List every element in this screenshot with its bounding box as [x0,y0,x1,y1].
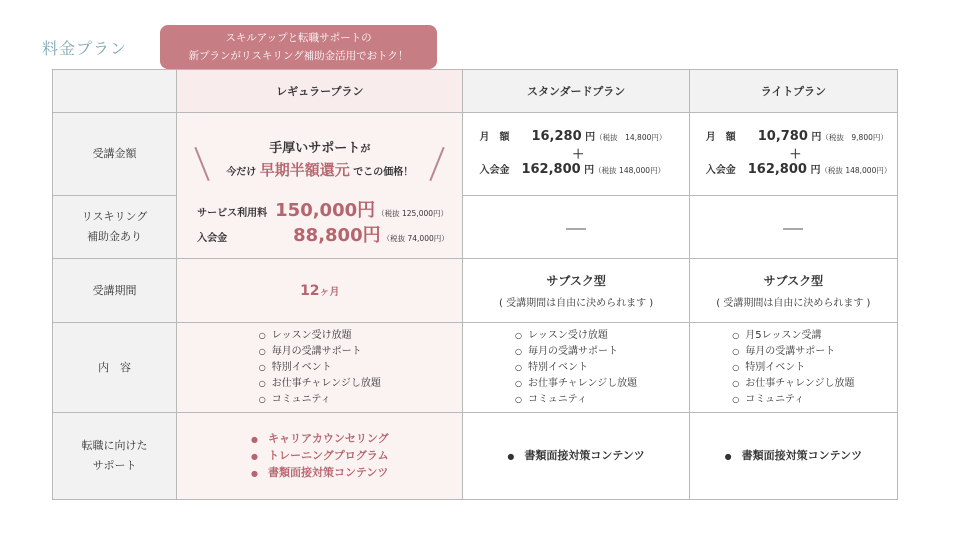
standard-period-note: ( 受講期間は自由に決められます ) [499,298,654,309]
content-row [53,323,898,413]
list-item: ● トレーニングプログラム [251,448,389,465]
list-item: ○ お仕事チャレンジし放題 [732,376,854,392]
list-item: ○ コミュニティ [732,392,854,408]
label-content: 内 容 [53,323,177,413]
list-item: ○ コミュニティ [259,392,381,408]
standard-support-cell [463,413,689,500]
lite-period-title: サブスク型 [763,274,824,288]
header-regular: レギュラープラン [177,70,463,113]
standard-content-cell [463,323,689,413]
list-item: ● 書類面接対策コンテンツ [251,465,389,482]
standard-subsidy-cell [463,195,689,258]
price-row [53,113,898,196]
list-item: ○ 特別イベント [515,360,637,376]
header-standard: スタンダードプラン [463,70,689,113]
lite-period-cell [689,259,897,323]
standard-monthly: 月 額 16,280 円（税抜 14,800円） [479,128,667,144]
lite-support-list [725,448,862,465]
lite-monthly: 月 額 10,780 円（税抜 9,800円） [705,128,888,144]
list-item: ○ レッスン受け放題 [259,328,381,344]
list-item: ○ コミュニティ [515,392,637,408]
standard-price-cell [463,113,689,196]
label-subsidy: リスキリング 補助金あり [53,195,177,258]
standard-plus: ＋ [572,146,585,161]
regular-pitch-1: 手厚いサポートが [269,141,371,156]
regular-content-list [259,328,381,408]
regular-period: 12ヶ月 [300,282,340,299]
lite-subsidy-cell [689,195,897,258]
promo-line-1: スキルアップと転職サポートの [225,32,372,44]
list-item: ● 書類面接対策コンテンツ [725,448,862,465]
list-item: ○ 毎月の受講サポート [732,344,854,360]
list-item: ○ お仕事チャレンジし放題 [259,376,381,392]
lite-entry: 入会金 162,800 円（税抜 148,000円） [705,161,892,177]
header-lite: ライトプラン [689,70,897,113]
list-item: ● 書類面接対策コンテンツ [507,448,644,465]
support-row [53,413,898,500]
standard-entry: 入会金 162,800 円（税抜 148,000円） [479,161,666,177]
lite-price-cell [689,113,897,196]
lite-support-cell [689,413,897,500]
header-empty-cell [53,70,177,113]
list-item: ○ 毎月の受講サポート [515,344,637,360]
regular-content-cell [177,323,463,413]
list-item: ○ お仕事チャレンジし放題 [515,376,637,392]
standard-period-cell [463,259,689,323]
label-support: 転職に向けた サポート [53,413,177,500]
label-price: 受講金額 [53,113,177,196]
promo-balloon [160,25,437,69]
list-item: ● キャリアカウンセリング [251,431,389,448]
standard-support-list [507,448,644,465]
standard-subsidy-dash [566,228,586,230]
lite-subsidy-dash [783,228,803,230]
list-item: ○ 特別イベント [732,360,854,376]
regular-entry-fee: 入会金 88,800円 （税抜 74,000円） [197,225,449,246]
lite-period-note: ( 受講期間は自由に決められます ) [716,298,871,309]
regular-period-cell [177,259,463,323]
list-item: ○ 月5レッスン受講 [732,328,854,344]
pricing-table [52,69,898,500]
regular-support-list [251,431,389,482]
regular-support-cell [177,413,463,500]
lite-content-list [732,328,854,408]
period-row [53,259,898,323]
lite-content-cell [689,323,897,413]
regular-service-fee: サービス利用料 150,000円 （税抜 125,000円） [197,200,449,221]
regular-pitch-2: 今だけ 早期半額還元 でこの価格！ [226,161,414,179]
promo-line-2: 新プランがリスキリング補助金活用でおトク！ [188,50,409,62]
standard-period-title: サブスク型 [546,274,606,288]
label-period: 受講期間 [53,259,177,323]
list-item: ○ レッスン受け放題 [515,328,637,344]
standard-content-list [515,328,637,408]
page-title: 料金プラン [42,39,128,58]
regular-price-cell [177,113,463,259]
header-row [53,70,898,113]
list-item: ○ 特別イベント [259,360,381,376]
list-item: ○ 毎月の受講サポート [259,344,381,360]
lite-plus: ＋ [789,146,802,161]
